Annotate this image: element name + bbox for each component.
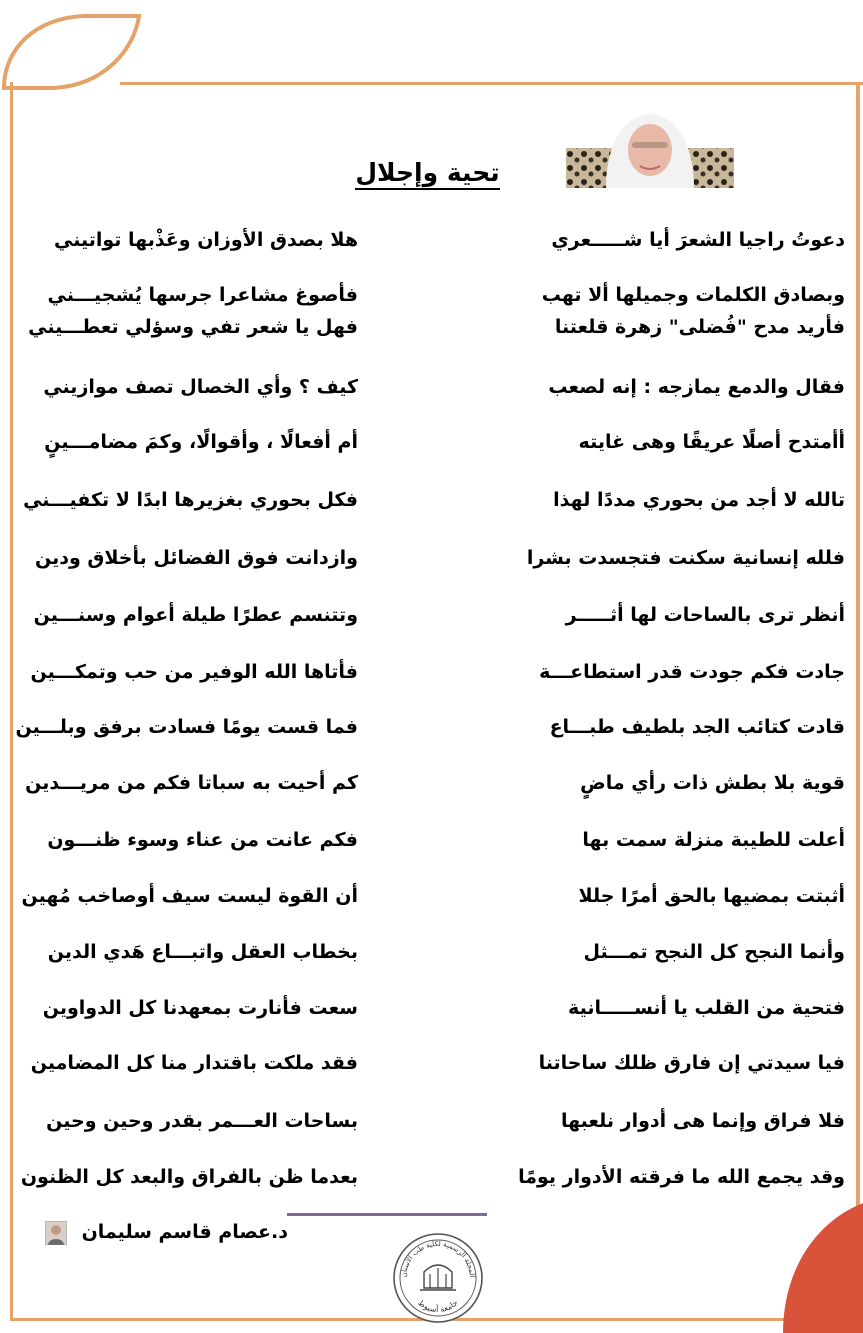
verse-left-17: بساحات العـــمر بقدر وحين وحين <box>46 1110 358 1132</box>
verse-left-3: فهل يا شعر تفي وسؤلي تعطـــيني <box>28 316 358 338</box>
verse-left-16: فقد ملكت باقتدار منا كل المضامين <box>30 1052 358 1074</box>
verse-left-8: وتتنسم عطرًا طيلة أعوام وسنـــين <box>33 604 358 626</box>
verse-left-9: فأتاها الله الوفير من حب وتمكـــين <box>30 661 358 683</box>
corner-decoration-bottom-right <box>783 1203 863 1333</box>
verse-right-4: فقال والدمع يمازجه : إنه لصعب <box>548 376 845 398</box>
frame-right-border <box>856 82 860 1297</box>
verse-right-11: قوية بلا بطش ذات رأي ماضٍ <box>580 772 845 794</box>
verse-left-4: كيف ؟ وأي الخصال تصف موازيني <box>43 376 358 398</box>
verse-right-17: فلا فراق وإنما هى أدوار نلعبها <box>561 1110 845 1132</box>
verse-left-14: بخطاب العقل واتبـــاع هَدي الدين <box>47 941 358 963</box>
frame-top-border <box>120 82 863 85</box>
verse-left-10: فما قست يومًا فسادت برفق وبلـــين <box>15 716 358 738</box>
verse-right-2: وبصادق الكلمات وجميلها ألا تهب <box>541 284 845 306</box>
frame-left-border <box>10 82 13 1321</box>
verse-left-6: فكل بحوري بغزيرها ابدًا لا تكفيـــني <box>23 489 358 511</box>
verse-right-7: فلله إنسانية سكنت فتجسدت بشرا <box>526 547 845 569</box>
verse-right-9: جادت فكم جودت قدر استطاعـــة <box>539 661 845 683</box>
verse-right-15: فتحية من القلب يا أنســـــانية <box>568 997 845 1019</box>
svg-text:المجلة الرسمية لكلية طب الأسنا: المجلة الرسمية لكلية طب الأسنان <box>399 1239 477 1278</box>
verse-left-18: بعدما ظن بالفراق والبعد كل الظنون <box>20 1166 358 1188</box>
university-seal-logo <box>390 1232 486 1324</box>
verse-left-11: كم أحيت به سباتا فكم من مريـــدين <box>25 772 358 794</box>
verse-left-13: أن القوة ليست سيف أوصاخب مُهين <box>21 885 358 907</box>
verse-right-12: أعلت للطيبة منزلة سمت بها <box>582 829 845 851</box>
verse-left-7: وازدانت فوق الفضائل بأخلاق ودين <box>34 547 358 569</box>
verse-right-10: قادت كتائب الجد بلطيف طبـــاع <box>549 716 845 738</box>
verse-right-6: تالله لا أجد من بحوري مددًا لهذا <box>553 489 845 511</box>
verse-left-12: فكم عانت من عناء وسوء ظنـــون <box>47 829 358 851</box>
portrait-photo <box>566 108 734 188</box>
verse-right-14: وأنما النجح كل النجح تمـــثل <box>583 941 845 963</box>
corner-decoration-top-left <box>0 10 144 90</box>
verse-right-8: أنظر ترى بالساحات لها أثـــــر <box>565 604 845 626</box>
verse-right-3: فأريد مدح "فُضلى" زهرة قلعتنا <box>554 316 845 338</box>
verse-left-15: سعت فأنارت بمعهدنا كل الدواوين <box>42 997 358 1019</box>
verse-right-16: فيا سيدتي إن فارق ظلك ساحاتنا <box>538 1052 845 1074</box>
verse-right-1: دعوتُ راجيا الشعرَ أيا شـــــعري <box>551 229 845 251</box>
verse-left-1: هلا بصدق الأوزان وعَذْبها تواتيني <box>53 229 358 251</box>
svg-text:جامعة أسيوط: جامعة أسيوط <box>416 1298 460 1315</box>
author-thumbnail-icon <box>45 1221 67 1245</box>
verse-left-2: فأصوغ مشاعرا جرسها يُشجيـــني <box>47 284 358 306</box>
verse-left-5: أم أفعالًا ، وأقوالًا، وكمَ مضامـــينٍ <box>44 431 358 453</box>
poem-title: تحية وإجلال <box>355 158 500 190</box>
verse-right-13: أثبتت بمضيها بالحق أمرًا جللا <box>578 885 845 907</box>
verse-right-18: وقد يجمع الله ما فرقته الأدوار يومًا <box>518 1166 845 1188</box>
verse-right-5: أأمتدح أصلًا عريقًا وهى غايته <box>578 431 845 453</box>
author-signature: د.عصام قاسم سليمان <box>81 1221 288 1243</box>
signature-divider <box>287 1213 487 1216</box>
